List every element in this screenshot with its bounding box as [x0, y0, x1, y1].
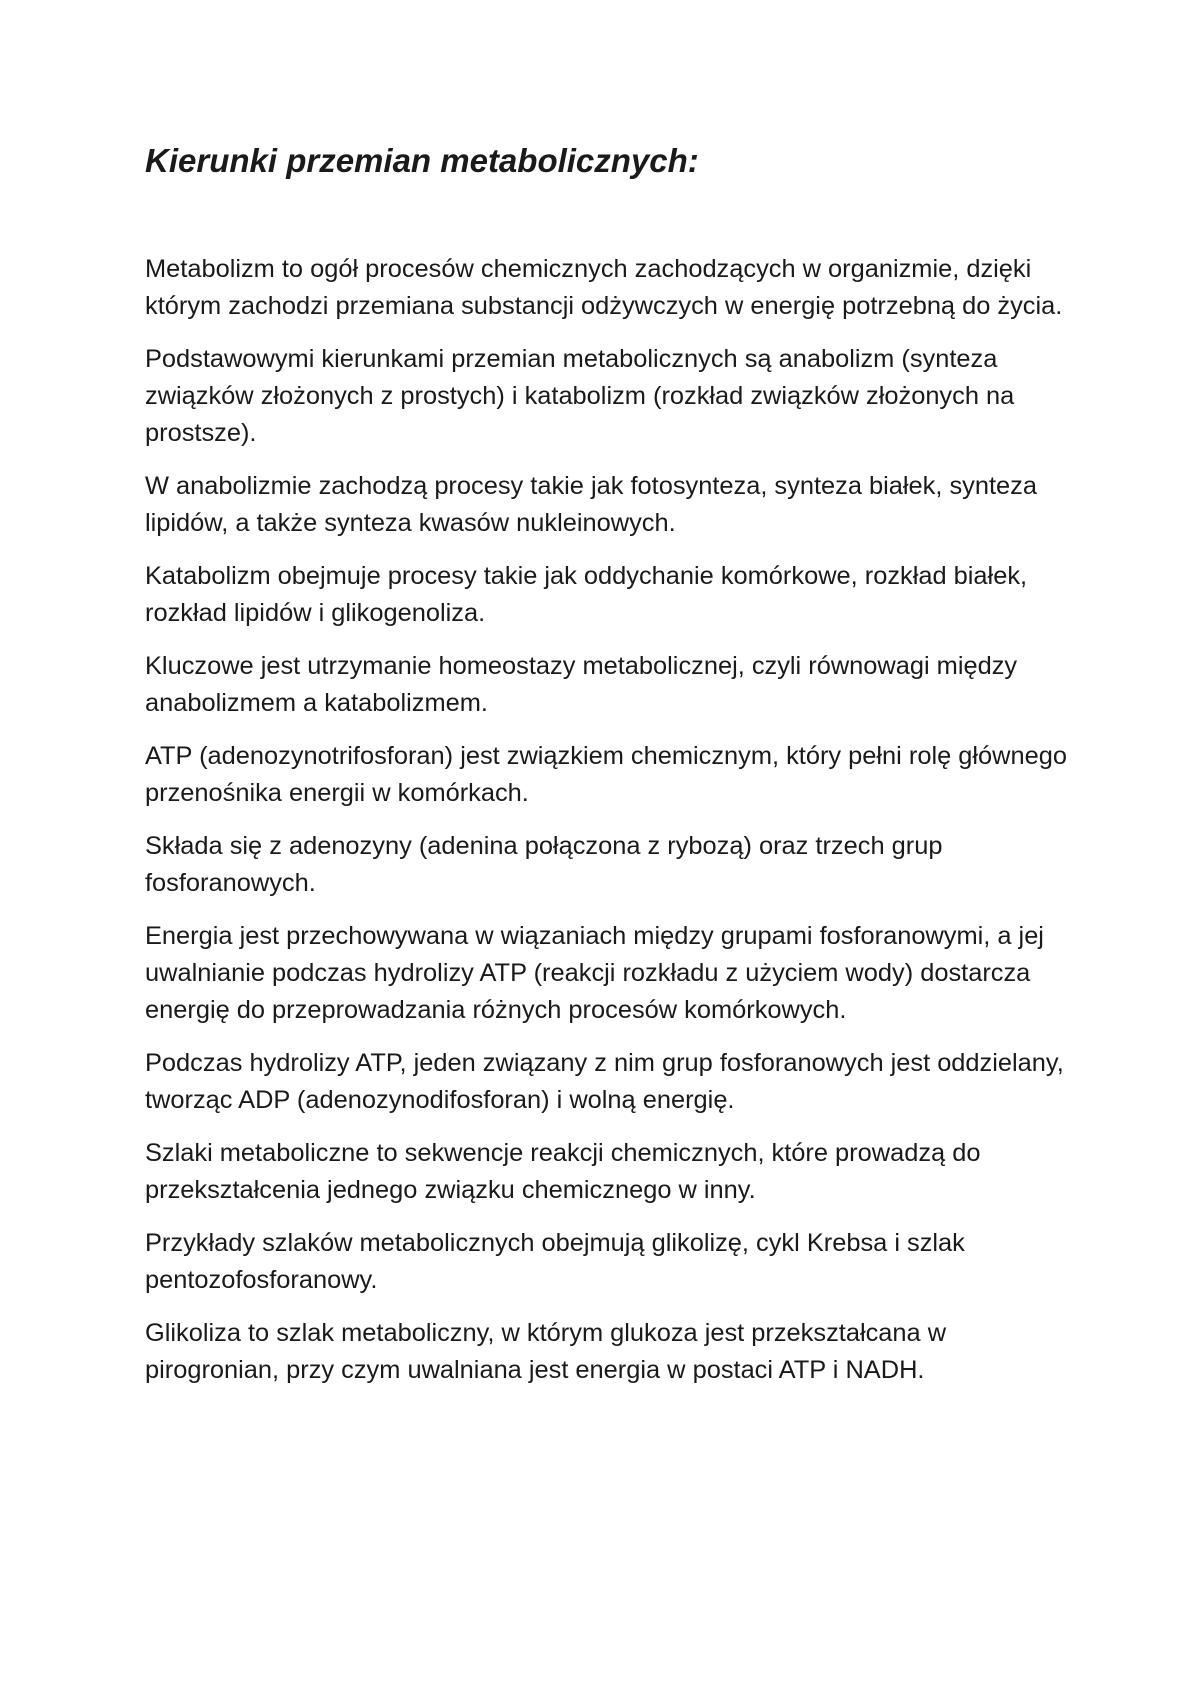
paragraph-atp-definition: ATP (adenozynotrifosforan) jest związkiem chemicznym, który pełni rolę głównego przenośnika energii w komórkach.	[145, 741, 1067, 807]
paragraph-main-directions: Podstawowymi kierunkami przemian metabolicznych są anabolizm (synteza związków złożonych z prostych) i katabolizm (rozkład związków złożonych na prostsze).	[145, 344, 1015, 447]
paragraph-metabolic-pathways: Szlaki metaboliczne to sekwencje reakcji chemicznych, które prowadzą do przekształcenia jednego związku chemicznego w inny.	[145, 1138, 981, 1204]
paragraph-metabolism-definition: Metabolizm to ogół procesów chemicznych zachodzących w organizmie, dzięki którym zachodzi przemiana substancji odżywczych w energię potrzebną do życia.	[145, 254, 1063, 320]
paragraph-homeostasis: Kluczowe jest utrzymanie homeostazy metabolicznej, czyli równowagi między anabolizmem a katabolizmem.	[145, 651, 1018, 717]
paragraph-pathway-examples: Przykłady szlaków metabolicznych obejmują glikolizę, cykl Krebsa i szlak pentozofosforanowy.	[145, 1228, 965, 1294]
document-title: Kierunki przemian metabolicznych:	[145, 142, 699, 179]
paragraph-atp-structure: Składa się z adenozyny (adenina połączona z rybozą) oraz trzech grup fosforanowych.	[145, 831, 943, 897]
paragraph-atp-hydrolysis: Podczas hydrolizy ATP, jeden związany z nim grup fosforanowych jest oddzielany, tworząc ADP (adenozynodifosforan) i wolną energię.	[145, 1048, 1064, 1114]
paragraph-anabolism: W anabolizmie zachodzą procesy takie jak fotosynteza, synteza białek, synteza lipidów, a także synteza kwasów nukleinowych.	[145, 471, 1037, 537]
paragraph-atp-energy: Energia jest przechowywana w wiązaniach między grupami fosforanowymi, a jej uwalnianie podczas hydrolizy ATP (reakcji rozkładu z użyciem wody) dostarcza energię do przeprowadzania różnych procesów komórkowych.	[145, 921, 1044, 1024]
document-body	[145, 140, 1075, 1405]
paragraph-glycolysis: Glikoliza to szlak metaboliczny, w którym glukoza jest przekształcana w pirogronian, przy czym uwalniana jest energia w postaci ATP i NADH.	[145, 1318, 947, 1384]
paragraph-catabolism: Katabolizm obejmuje procesy takie jak oddychanie komórkowe, rozkład białek, rozkład lipidów i glikogenoliza.	[145, 561, 1028, 627]
